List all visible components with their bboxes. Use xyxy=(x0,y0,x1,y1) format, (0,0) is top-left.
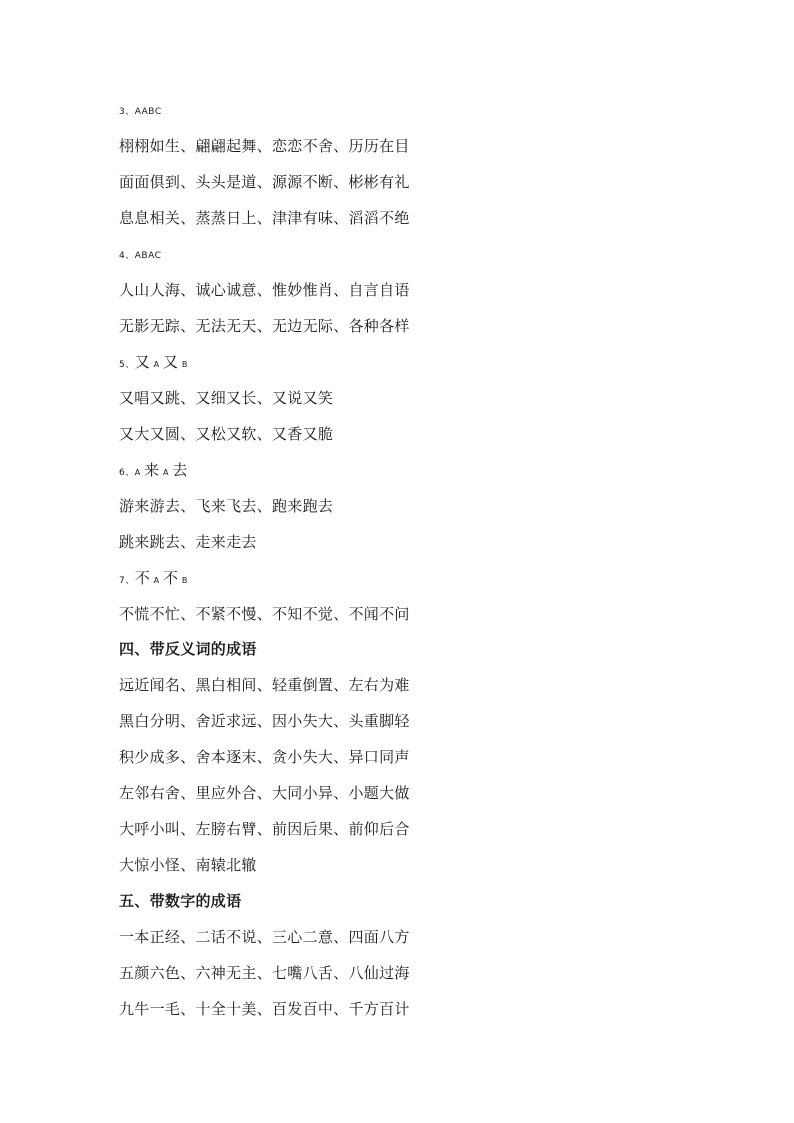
subheading-7 xyxy=(119,571,188,586)
idiom-line: 无影无踪、无法无天、无边无际、各种各样 xyxy=(119,317,410,335)
idiom-line: 息息相关、蒸蒸日上、津津有味、滔滔不绝 xyxy=(119,209,410,227)
subheading-number: 6、 xyxy=(119,468,135,478)
idiom-line: 不慌不忙、不紧不慢、不知不觉、不闻不问 xyxy=(119,605,410,623)
subheading-pattern: ABAC xyxy=(134,251,162,261)
idiom-line: 九牛一毛、十全十美、百发百中、千方百计 xyxy=(119,1000,410,1018)
subheading-number: 5、 xyxy=(119,360,135,370)
subheading-5 xyxy=(119,355,188,370)
subheading-4 xyxy=(119,252,161,261)
pattern-var: A xyxy=(153,360,160,369)
subheading-pattern: AABC xyxy=(134,107,162,117)
pattern-var: B xyxy=(181,576,188,585)
idiom-line: 一本正经、二话不说、三心二意、四面八方 xyxy=(119,928,410,946)
pattern-char: 又 xyxy=(134,353,151,371)
section-heading-4: 四、带反义词的成语 xyxy=(119,640,257,658)
idiom-line: 大呼小叫、左膀右臂、前因后果、前仰后合 xyxy=(119,820,410,838)
idiom-line: 面面俱到、头头是道、源源不断、彬彬有礼 xyxy=(119,173,410,191)
pattern-char: 不 xyxy=(162,569,179,587)
idiom-line: 又大又圆、又松又软、又香又脆 xyxy=(119,425,334,443)
idiom-line: 五颜六色、六神无主、七嘴八舌、八仙过海 xyxy=(119,964,410,982)
subheading-6 xyxy=(119,463,188,478)
idiom-line: 黑白分明、舍近求远、因小失大、头重脚轻 xyxy=(119,712,410,730)
pattern-var: A xyxy=(153,576,160,585)
pattern-var: A xyxy=(134,468,141,477)
subheading-number: 7、 xyxy=(119,576,135,586)
subheading-number: 3、 xyxy=(119,107,135,117)
idiom-line: 栩栩如生、翩翩起舞、恋恋不舍、历历在目 xyxy=(119,137,410,155)
section-heading-5: 五、带数字的成语 xyxy=(119,892,242,910)
pattern-char: 又 xyxy=(162,353,179,371)
idiom-line: 游来游去、飞来飞去、跑来跑去 xyxy=(119,497,334,515)
idiom-line: 左邻右舍、里应外合、大同小异、小题大做 xyxy=(119,784,410,802)
idiom-line: 积少成多、舍本逐末、贪小失大、异口同声 xyxy=(119,748,410,766)
pattern-var: B xyxy=(181,360,188,369)
subheading-number: 4、 xyxy=(119,251,135,261)
pattern-char: 不 xyxy=(134,569,151,587)
idiom-line: 跳来跳去、走来走去 xyxy=(119,533,257,551)
idiom-line: 人山人海、诚心诚意、惟妙惟肖、自言自语 xyxy=(119,281,410,299)
pattern-char: 来 xyxy=(144,461,160,479)
subheading-3 xyxy=(119,108,162,117)
pattern-var: A xyxy=(162,468,169,477)
idiom-line: 又唱又跳、又细又长、又说又笑 xyxy=(119,389,334,407)
pattern-char: 去 xyxy=(172,461,188,479)
idiom-line: 大惊小怪、南辕北辙 xyxy=(119,856,257,874)
idiom-line: 远近闻名、黑白相间、轻重倒置、左右为难 xyxy=(119,676,410,694)
